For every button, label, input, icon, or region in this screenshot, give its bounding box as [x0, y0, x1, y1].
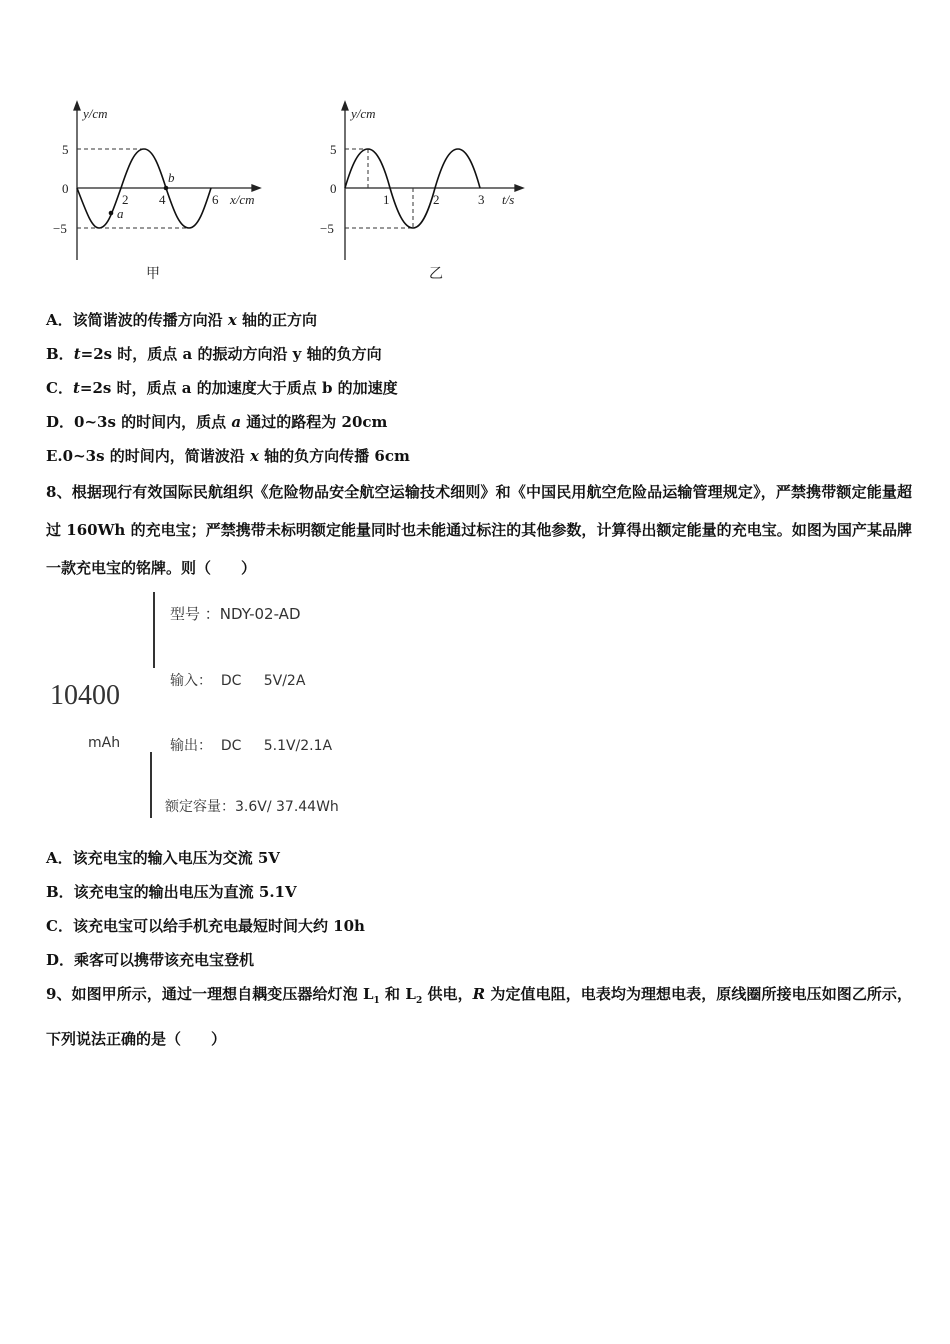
- yi-tick-y-0: 0: [330, 181, 337, 196]
- jia-label-b: b: [168, 170, 175, 185]
- yi-tick-x-3: 3: [478, 192, 485, 207]
- nameplate-divider-bottom: [150, 752, 152, 818]
- nameplate-unit: mAh: [88, 735, 121, 751]
- yi-tick-x-1: 1: [383, 192, 390, 207]
- yi-caption: 乙: [429, 267, 443, 282]
- q7-option-d: D．0~3s 的时间内，质点 a 通过的路程为 20cm: [46, 413, 388, 431]
- q7-option-e: E.0~3s 的时间内，简谐波沿 x 轴的负方向传播 6cm: [46, 447, 410, 465]
- nameplate-rated: 额定容量：3.6V/ 37.44Wh: [165, 799, 339, 815]
- q8-stem: 8、根据现行有效国际民航组织《危险物品安全航空运输技术细则》和《中国民用航空危险品运输管理规定》，严禁携带额定能量超过 160Wh 的充电宝；严禁携带未标明额定能量同时也未能通过标注的其他参数，计算得出额定能量的充电宝。如图为国产某品牌一款充电宝的铭牌。则（ ）: [46, 483, 912, 577]
- jia-tick-y-5: 5: [62, 142, 69, 157]
- jia-y-arrow: [74, 102, 80, 110]
- q9-stem: 9、如图甲所示，通过一理想自耦变压器给灯泡 $L_1$ 和 $L_2$ 供电，R 为定值电阻，电表均为理想电表，原线圈所接电压如图乙所示，下列说法正确的是（ ）: [46, 985, 912, 1048]
- q7-option-c: C．t=2s 时，质点 a 的加速度大于质点 b 的加速度: [46, 379, 398, 397]
- jia-x-arrow: [252, 185, 260, 191]
- figure-yi: [316, 98, 556, 288]
- jia-point-a: [109, 211, 114, 216]
- nameplate-model: 型号 ：NDY-02-AD: [170, 605, 301, 623]
- q7-option-b: B．t=2s 时，质点 a 的振动方向沿 y 轴的负方向: [46, 345, 382, 363]
- q8-option-a: A．该充电宝的输入电压为交流 5V: [46, 849, 280, 867]
- q8-option-b: B．该充电宝的输出电压为直流 5.1V: [46, 883, 297, 901]
- yi-y-label: y/cm: [351, 106, 376, 121]
- jia-x-label: x/cm: [230, 192, 255, 207]
- jia-caption: 甲: [146, 267, 160, 282]
- jia-tick-y-neg5: −5: [53, 221, 67, 236]
- yi-tick-y-5: 5: [330, 142, 337, 157]
- jia-y-label: y/cm: [83, 106, 108, 121]
- jia-tick-x-2: 2: [122, 192, 129, 207]
- jia-tick-y-0: 0: [62, 181, 69, 196]
- jia-label-a: a: [117, 206, 124, 221]
- nameplate-capacity: 10400: [50, 680, 120, 711]
- figure-jia: [50, 98, 290, 288]
- yi-x-label: t/s: [502, 192, 515, 207]
- nameplate-divider-top: [153, 592, 155, 668]
- nameplate-input: 输入： DC 5V/2A: [170, 673, 306, 689]
- yi-y-arrow: [342, 102, 348, 110]
- yi-tick-y-neg5: −5: [320, 221, 334, 236]
- jia-point-b: [164, 186, 169, 191]
- q8-option-c: C．该充电宝可以给手机充电最短时间大约 10h: [46, 917, 365, 935]
- jia-tick-x-4: 4: [159, 192, 166, 207]
- yi-tick-x-2: 2: [433, 192, 440, 207]
- yi-x-arrow: [515, 185, 523, 191]
- q8-option-d: D．乘客可以携带该充电宝登机: [46, 951, 255, 969]
- nameplate-output: 输出： DC 5.1V/2.1A: [170, 738, 333, 754]
- q7-option-a: A．该简谐波的传播方向沿 x 轴的正方向: [46, 311, 318, 329]
- jia-tick-x-6: 6: [212, 192, 219, 207]
